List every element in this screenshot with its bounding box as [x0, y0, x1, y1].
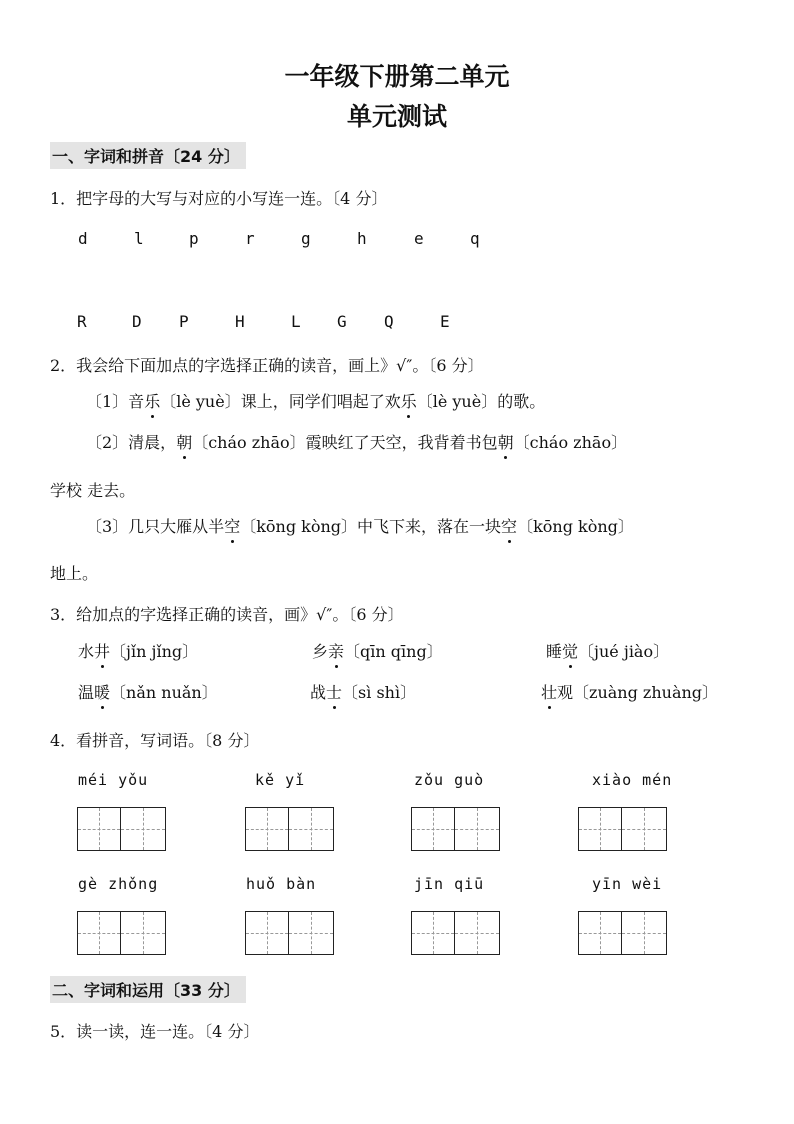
lowercase-letter[interactable]: h: [357, 229, 367, 248]
pinyin-label: xiào mén: [592, 771, 673, 789]
question-3-text: 3．给加点的字选择正确的读音，画》√″。〔6 分〕: [50, 605, 404, 624]
writing-cell[interactable]: [578, 807, 622, 851]
pinyin-options[interactable]: 〔sì shì〕: [342, 683, 417, 702]
dotted-char: 空: [501, 514, 517, 537]
uppercase-letter[interactable]: R: [77, 312, 87, 331]
question-3-item[interactable]: [546, 639, 669, 662]
lowercase-letter[interactable]: p: [189, 229, 199, 248]
writing-cell[interactable]: [411, 911, 455, 955]
uppercase-letter[interactable]: D: [132, 312, 142, 331]
lowercase-letter[interactable]: d: [78, 229, 88, 248]
writing-cell[interactable]: [245, 807, 289, 851]
dotted-char: 井: [94, 639, 110, 662]
uppercase-letter[interactable]: E: [440, 312, 450, 331]
question-1-text: 1．把字母的大写与对应的小写连一连。〔4 分〕: [50, 189, 388, 208]
pinyin-options[interactable]: 〔lè yuè〕课上，同学们唱起了欢: [160, 392, 401, 411]
writing-cell[interactable]: [121, 911, 166, 955]
writing-cell[interactable]: [121, 807, 166, 851]
lowercase-letter[interactable]: g: [301, 229, 311, 248]
lowercase-letter[interactable]: e: [414, 229, 424, 248]
pinyin-options[interactable]: 观〔zuàng zhuàng〕: [557, 683, 719, 702]
writing-grid[interactable]: [77, 911, 166, 955]
pinyin-label: zǒu guò: [414, 771, 485, 789]
dotted-char: 暖: [94, 680, 110, 703]
section-heading-2: 二、字词和运用〔33 分〕: [50, 976, 246, 1003]
writing-cell[interactable]: [455, 911, 500, 955]
page-title: 一年级下册第二单元: [284, 62, 510, 91]
writing-cell[interactable]: [289, 807, 334, 851]
writing-cell[interactable]: [77, 911, 121, 955]
lowercase-letter[interactable]: q: [470, 229, 480, 248]
question-2-text: 2．我会给下面加点的字选择正确的读音，画上》√″。〔6 分〕: [50, 356, 484, 375]
writing-grid[interactable]: [578, 911, 667, 955]
dotted-char: 空: [224, 514, 240, 537]
question-3-item[interactable]: [78, 639, 198, 662]
text: 温: [78, 683, 95, 702]
dotted-char: 乐: [144, 389, 160, 412]
pinyin-options[interactable]: 〔kōng kòng〕中飞下来，落在一块: [240, 517, 502, 536]
pinyin-options[interactable]: 〔jué jiào〕: [578, 642, 670, 661]
pinyin-label: kě yǐ: [255, 771, 306, 789]
uppercase-letter[interactable]: G: [337, 312, 347, 331]
question-3-item[interactable]: [541, 680, 718, 703]
writing-cell[interactable]: [578, 911, 622, 955]
writing-cell[interactable]: [245, 911, 289, 955]
writing-cell[interactable]: [289, 911, 334, 955]
dotted-char: 士: [326, 680, 342, 703]
text: 〔2〕清晨，: [86, 433, 177, 452]
question-2-item-1: [86, 389, 545, 412]
section-heading-1: 一、字词和拼音〔24 分〕: [50, 142, 246, 169]
pinyin-options[interactable]: 〔kōng kòng〕: [517, 517, 634, 536]
writing-cell[interactable]: [622, 807, 667, 851]
text: 水: [78, 642, 95, 661]
pinyin-options[interactable]: 〔qīn qīng〕: [344, 642, 443, 661]
text: 乡: [312, 642, 329, 661]
writing-cell[interactable]: [77, 807, 121, 851]
dotted-char: 亲: [328, 639, 344, 662]
writing-cell[interactable]: [455, 807, 500, 851]
text: 战: [310, 683, 327, 702]
question-2-item-3-cont: 地上。: [50, 564, 99, 583]
writing-grid[interactable]: [411, 911, 500, 955]
dotted-char: 乐: [401, 389, 417, 412]
dotted-char: 朝: [176, 430, 192, 453]
pinyin-options[interactable]: 〔cháo zhāo〕霞映红了天空，我背着书包: [192, 433, 498, 452]
uppercase-letter[interactable]: Q: [384, 312, 394, 331]
writing-grid[interactable]: [77, 807, 166, 851]
text: 〔3〕几只大雁从半: [86, 517, 225, 536]
writing-cell[interactable]: [411, 807, 455, 851]
lowercase-letter[interactable]: r: [245, 229, 255, 248]
uppercase-letter[interactable]: H: [235, 312, 245, 331]
pinyin-options[interactable]: 〔cháo zhāo〕: [513, 433, 628, 452]
pinyin-label: yīn wèi: [592, 875, 663, 893]
uppercase-letter[interactable]: L: [291, 312, 301, 331]
pinyin-label: jīn qiū: [414, 875, 485, 893]
dotted-char: 朝: [498, 430, 514, 453]
text: 睡: [546, 642, 563, 661]
question-5-text: 5．读一读，连一连。〔4 分〕: [50, 1022, 260, 1041]
pinyin-options[interactable]: 〔nǎn nuǎn〕: [110, 683, 218, 702]
writing-grid[interactable]: [411, 807, 500, 851]
question-4-text: 4．看拼音，写词语。〔8 分〕: [50, 731, 260, 750]
writing-grid[interactable]: [245, 807, 334, 851]
dotted-char: 觉: [562, 639, 578, 662]
question-2-item-2: [86, 430, 627, 453]
question-2-item-3: [86, 514, 634, 537]
text: 〔1〕音: [86, 392, 145, 411]
pinyin-label: gè zhǒng: [78, 875, 159, 893]
dotted-char: 壮: [541, 680, 557, 703]
page-subtitle: 单元测试: [346, 102, 447, 131]
writing-grid[interactable]: [578, 807, 667, 851]
writing-cell[interactable]: [622, 911, 667, 955]
pinyin-label: méi yǒu: [78, 771, 149, 789]
question-3-item[interactable]: [312, 639, 443, 662]
pinyin-label: huǒ bàn: [246, 875, 317, 893]
writing-grid[interactable]: [245, 911, 334, 955]
uppercase-letter[interactable]: P: [179, 312, 189, 331]
question-3-item[interactable]: [310, 680, 416, 703]
question-3-item[interactable]: [78, 680, 218, 703]
lowercase-letter[interactable]: l: [134, 229, 144, 248]
pinyin-options[interactable]: 〔lè yuè〕的歌。: [416, 392, 546, 411]
question-2-item-2-cont: 学校 走去。: [50, 481, 136, 500]
pinyin-options[interactable]: 〔jǐn jǐng〕: [110, 642, 199, 661]
